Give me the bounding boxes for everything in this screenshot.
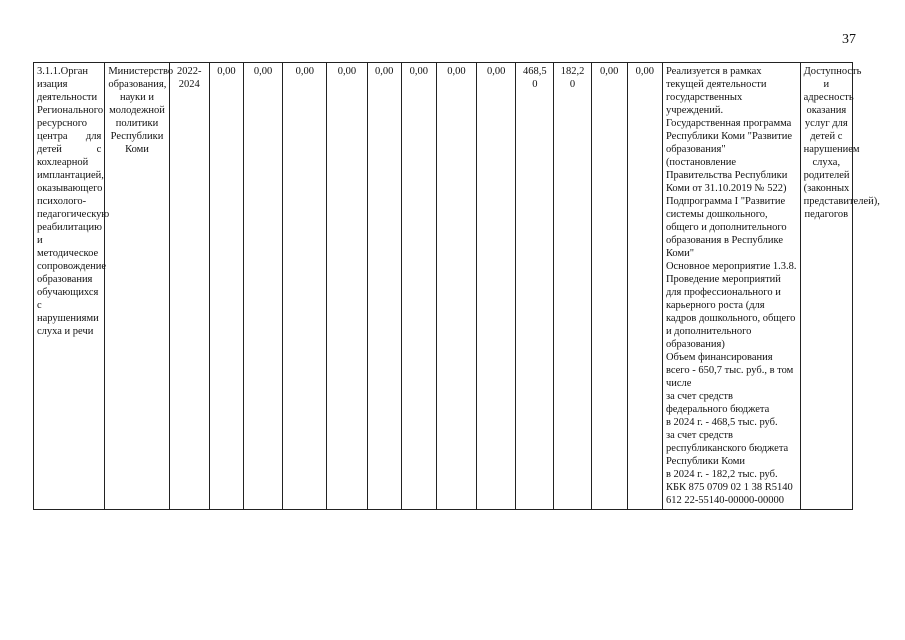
description-line: в 2024 г. - 468,5 тыс. руб. — [665, 417, 778, 428]
table-row — [34, 63, 853, 510]
amount-cell: 0,00 — [327, 63, 367, 510]
executor-cell: Министерство образования, науки и молодежной политики Республики Коми — [105, 63, 169, 510]
description-line: КБК 875 0709 02 1 38 R5140 612 22-55140-00000-00000 — [665, 482, 793, 506]
description-cell — [662, 63, 800, 510]
amount-cell: 182,2 0 — [554, 63, 591, 510]
amount-cell: 0,00 — [283, 63, 327, 510]
amount-cell: 0,00 — [209, 63, 243, 510]
activity-table — [33, 62, 880, 510]
amount-cell: 0,00 — [477, 63, 516, 510]
description-line: Реализуется в рамках текущей деятельности государственных учреждений. — [665, 66, 767, 116]
amount-cell: 0,00 — [627, 63, 662, 510]
description-line: Основное мероприятие 1.3.8. Проведение мероприятий для профессионального и карьерного роста (для кадров дошкольного, общего и дополнительного образования) — [665, 261, 797, 350]
description-line: Государственная программа Республики Коми "Развитие образования" (постановление Правительства Республики Коми от 31.10.2019 № 522) Подпрограмма I "Развитие системы дошкольного, общего и дополнительного образования в Республике Коми" — [665, 118, 793, 259]
amount-cell: 468,5 0 — [516, 63, 554, 510]
amount-cell: 0,00 — [401, 63, 436, 510]
description-line: Объем финансирования всего - 650,7 тыс. руб., в том числе — [665, 352, 794, 389]
amount-cell: 0,00 — [367, 63, 401, 510]
page-number: 37 — [842, 32, 856, 47]
result-cell: Доступность и адресность оказания услуг для детей с нарушением слуха, родителей (законных представителей), педагогов — [800, 63, 852, 510]
amount-cell: 0,00 — [436, 63, 476, 510]
amount-cell: 0,00 — [244, 63, 283, 510]
activity-name-cell: 3.1.1.Орган изация деятельности Регионального ресурсного центра для детей с кохлеарной имплантацией, оказывающего психолого-педагогическую реабилитацию и методическое сопровождение образования обучающихся с нарушениями слуха и речи — [34, 63, 105, 510]
description-line: в 2024 г. - 182,2 тыс. руб. — [665, 469, 778, 480]
amount-cell: 0,00 — [591, 63, 627, 510]
description-line: за счет средств республиканского бюджета Республики Коми — [665, 430, 789, 467]
period-cell: 2022- 2024 — [169, 63, 209, 510]
description-line: за счет средств федерального бюджета — [665, 391, 770, 415]
